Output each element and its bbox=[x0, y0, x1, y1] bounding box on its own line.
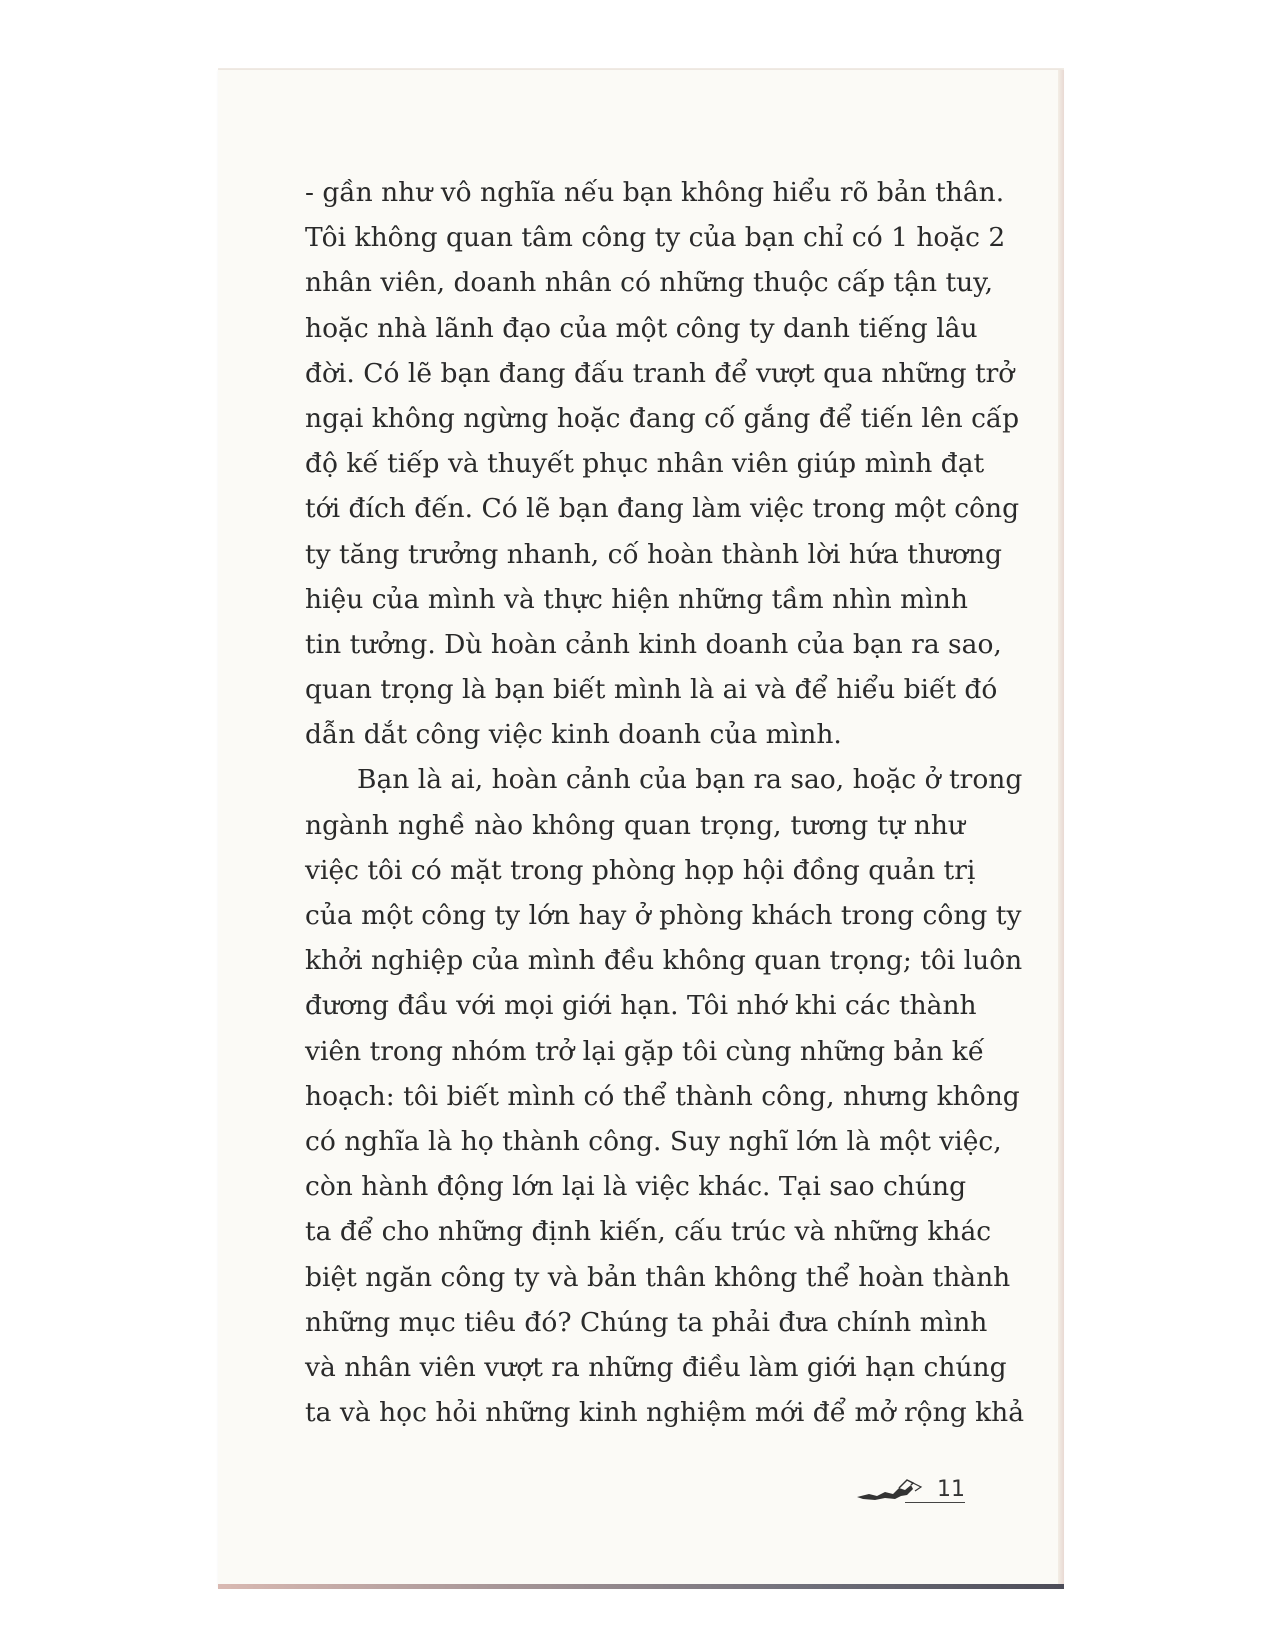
text-line: những mục tiêu đó? Chúng ta phải đưa chính mình bbox=[305, 1306, 988, 1338]
body-text bbox=[305, 170, 1025, 1435]
text-line: việc tôi có mặt trong phòng họp hội đồng quản trị bbox=[305, 854, 976, 886]
text-line: ngại không ngừng hoặc đang cố gắng để tiến lên cấp bbox=[305, 402, 1020, 434]
text-line: hiệu của mình và thực hiện những tầm nhìn mình bbox=[305, 583, 968, 615]
page-edge-right bbox=[1058, 70, 1064, 1588]
text-line: quan trọng là bạn biết mình là ai và để hiểu biết đó bbox=[305, 674, 998, 706]
text-line: đời. Có lẽ bạn đang đấu tranh để vượt qua những trở bbox=[305, 357, 1015, 389]
text-line: đương đầu với mọi giới hạn. Tôi nhớ khi các thành bbox=[305, 990, 977, 1022]
text-line: Bạn là ai, hoàn cảnh của bạn ra sao, hoặc ở trong bbox=[357, 764, 1023, 796]
text-line: và nhân viên vượt ra những điều làm giới hạn chúng bbox=[305, 1351, 1007, 1383]
text-line: ty tăng trưởng nhanh, cố hoàn thành lời hứa thương bbox=[305, 538, 1002, 570]
text-line: hoạch: tôi biết mình có thể thành công, nhưng không bbox=[305, 1080, 1020, 1112]
text-line: độ kế tiếp và thuyết phục nhân viên giúp mình đạt bbox=[305, 448, 985, 480]
page-number: 11 bbox=[937, 1477, 965, 1502]
text-line: của một công ty lớn hay ở phòng khách trong công ty bbox=[305, 900, 1022, 931]
text-line: ta để cho những định kiến, cấu trúc và những khác bbox=[305, 1216, 992, 1248]
text-line: có nghĩa là họ thành công. Suy nghĩ lớn là một việc, bbox=[305, 1125, 1002, 1157]
text-line: ta và học hỏi những kinh nghiệm mới để mở rộng khả bbox=[305, 1397, 1025, 1429]
airplane-doodle-icon bbox=[855, 1477, 940, 1505]
text-line: Tôi không quan tâm công ty của bạn chỉ có 1 hoặc 2 bbox=[305, 222, 1006, 254]
text-line: tin tưởng. Dù hoàn cảnh kinh doanh của bạn ra sao, bbox=[305, 628, 1002, 660]
page-edge-bottom bbox=[218, 1584, 1064, 1589]
text-line: biệt ngăn công ty và bản thân không thể hoàn thành bbox=[305, 1261, 1011, 1293]
text-line: viên trong nhóm trở lại gặp tôi cùng những bản kế bbox=[305, 1035, 985, 1067]
page-footer bbox=[855, 1475, 965, 1507]
text-line: - gần như vô nghĩa nếu bạn không hiểu rõ bản thân. bbox=[305, 177, 1005, 208]
text-line: tới đích đến. Có lẽ bạn đang làm việc trong một công bbox=[305, 493, 1020, 525]
text-line: hoặc nhà lãnh đạo của một công ty danh tiếng lâu bbox=[305, 312, 978, 344]
text-line: khởi nghiệp của mình đều không quan trọng; tôi luôn bbox=[305, 945, 1023, 977]
text-line: nhân viên, doanh nhân có những thuộc cấp tận tuy, bbox=[305, 267, 994, 299]
text-line: dẫn dắt công việc kinh doanh của mình. bbox=[305, 719, 842, 751]
text-line: còn hành động lớn lại là việc khác. Tại sao chúng bbox=[305, 1171, 967, 1203]
text-line: ngành nghề nào không quan trọng, tương tự như bbox=[305, 809, 965, 841]
